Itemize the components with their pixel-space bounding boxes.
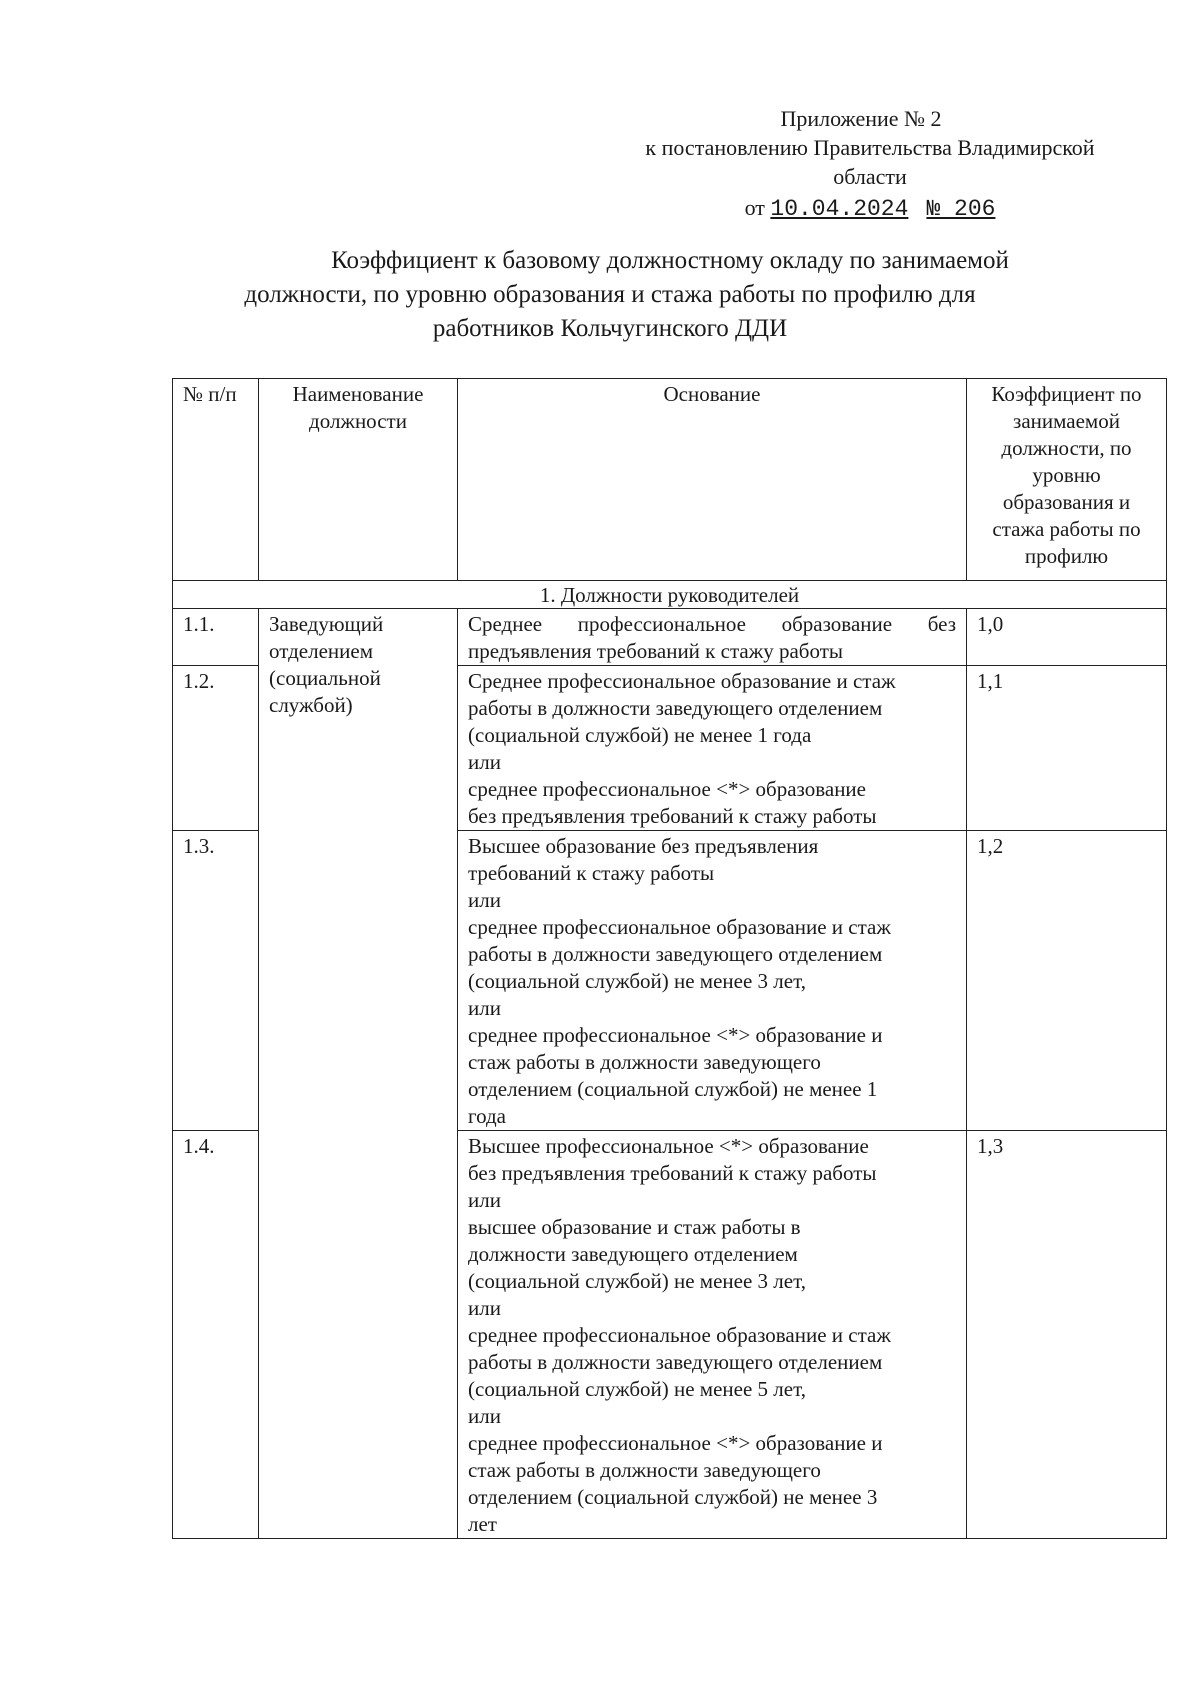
basis-line: Высшее профессиональное <*> образование: [468, 1134, 869, 1158]
header-coef-line: занимаемой: [1013, 409, 1120, 433]
basis-line: или: [468, 1296, 501, 1320]
header-coefficient: [967, 379, 1167, 581]
resolution-number: № 206: [926, 196, 996, 222]
position-name: [259, 609, 458, 1539]
basis-line: или: [468, 888, 501, 912]
header-coef-line: Коэффициент по: [991, 382, 1142, 406]
row-coefficient: 1,3: [967, 1131, 1167, 1539]
basis-line: (социальной службой) не менее 3 лет,: [468, 969, 806, 993]
row-coefficient: 1,0: [967, 609, 1167, 666]
basis-line: (социальной службой) не менее 1 года: [468, 723, 812, 747]
header-coef-line: профилю: [1024, 544, 1109, 568]
header-name-line: должности: [309, 409, 407, 433]
position-name-line: (социальной: [269, 666, 381, 690]
position-name-line: отделением: [269, 639, 374, 663]
table-header-row: [173, 379, 1167, 581]
basis-line: (социальной службой) не менее 5 лет,: [468, 1377, 806, 1401]
basis-line: лет: [468, 1512, 497, 1536]
section-title: 1. Должности руководителей: [173, 581, 1167, 609]
basis-line: среднее профессиональное <*> образование и: [468, 1023, 883, 1047]
position-name-line: службой): [269, 693, 353, 717]
basis-line: отделением (социальной службой) не менее 3: [468, 1485, 878, 1509]
basis-line: среднее профессиональное <*> образование и: [468, 1431, 883, 1455]
header-position-name: [259, 379, 458, 581]
coefficient-table: [172, 378, 1167, 1539]
basis-line: работы в должности заведующего отделением: [468, 696, 883, 720]
position-name-line: Заведующий: [269, 612, 384, 636]
basis-line: среднее профессиональное образование и стаж: [468, 1323, 891, 1347]
basis-line: без предъявления требований к стажу работы: [468, 804, 877, 828]
header-coef-line: образования и: [1002, 490, 1131, 514]
basis-line: среднее профессиональное образование и стаж: [468, 915, 891, 939]
basis-line: стаж работы в должности заведующего: [468, 1050, 821, 1074]
basis-line: или: [468, 1188, 501, 1212]
header-coef-line: должности, по: [1001, 436, 1132, 460]
row-coefficient: 1,1: [967, 666, 1167, 831]
header-coef-line: стажа работы по: [992, 517, 1141, 541]
header-num: № п/п: [173, 379, 259, 581]
basis-line: Среднее профессиональное образование и стаж: [468, 669, 896, 693]
resolution-date: 10.04.2024: [770, 196, 909, 222]
appendix-ref: к постановлению Правительства Владимирской: [645, 135, 1095, 160]
basis-line: (социальной службой) не менее 3 лет,: [468, 1269, 806, 1293]
basis-line: или: [468, 996, 501, 1020]
title-line-2: должности, по уровню образования и стажа работы по профилю для: [244, 281, 976, 308]
row-number: 1.2.: [173, 666, 259, 831]
header-basis: Основание: [458, 379, 967, 581]
header-name-line: Наименование: [292, 382, 424, 406]
basis-line: должности заведующего отделением: [468, 1242, 798, 1266]
date-prefix: от: [744, 195, 765, 220]
row-basis: [458, 609, 967, 666]
row-number: 1.3.: [173, 831, 259, 1131]
basis-line: Среднее профессиональное образование без: [468, 612, 956, 636]
document-title: [160, 244, 1060, 346]
title-line-3: работников Кольчугинского ДДИ: [432, 315, 788, 342]
appendix-ref-cont: области: [833, 164, 907, 189]
appendix-number: Приложение № 2: [780, 106, 942, 131]
basis-line: требований к стажу работы: [468, 861, 715, 885]
basis-line: предъявления требований к стажу работы: [468, 639, 843, 663]
appendix-block: [560, 104, 1180, 224]
table-row: [173, 609, 1167, 666]
basis-line: высшее образование и стаж работы в: [468, 1215, 801, 1239]
basis-line: или: [468, 1404, 501, 1428]
row-basis: [458, 831, 967, 1131]
basis-line: без предъявления требований к стажу работы: [468, 1161, 877, 1185]
basis-line: стаж работы в должности заведующего: [468, 1458, 821, 1482]
basis-line: работы в должности заведующего отделением: [468, 942, 883, 966]
basis-line: отделением (социальной службой) не менее 1: [468, 1077, 878, 1101]
header-coef-line: уровню: [1032, 463, 1101, 487]
basis-line: или: [468, 750, 501, 774]
section-row: [173, 581, 1167, 609]
basis-line: среднее профессиональное <*> образование: [468, 777, 866, 801]
row-number: 1.4.: [173, 1131, 259, 1539]
row-number: 1.1.: [173, 609, 259, 666]
title-line-1: Коэффициент к базовому должностному окладу по занимаемой: [331, 247, 1009, 274]
basis-line: работы в должности заведующего отделением: [468, 1350, 883, 1374]
appendix-date-line: [560, 193, 1180, 224]
row-coefficient: 1,2: [967, 831, 1167, 1131]
row-basis: [458, 666, 967, 831]
basis-line: Высшее образование без предъявления: [468, 834, 819, 858]
basis-line: года: [468, 1104, 506, 1128]
row-basis: [458, 1131, 967, 1539]
